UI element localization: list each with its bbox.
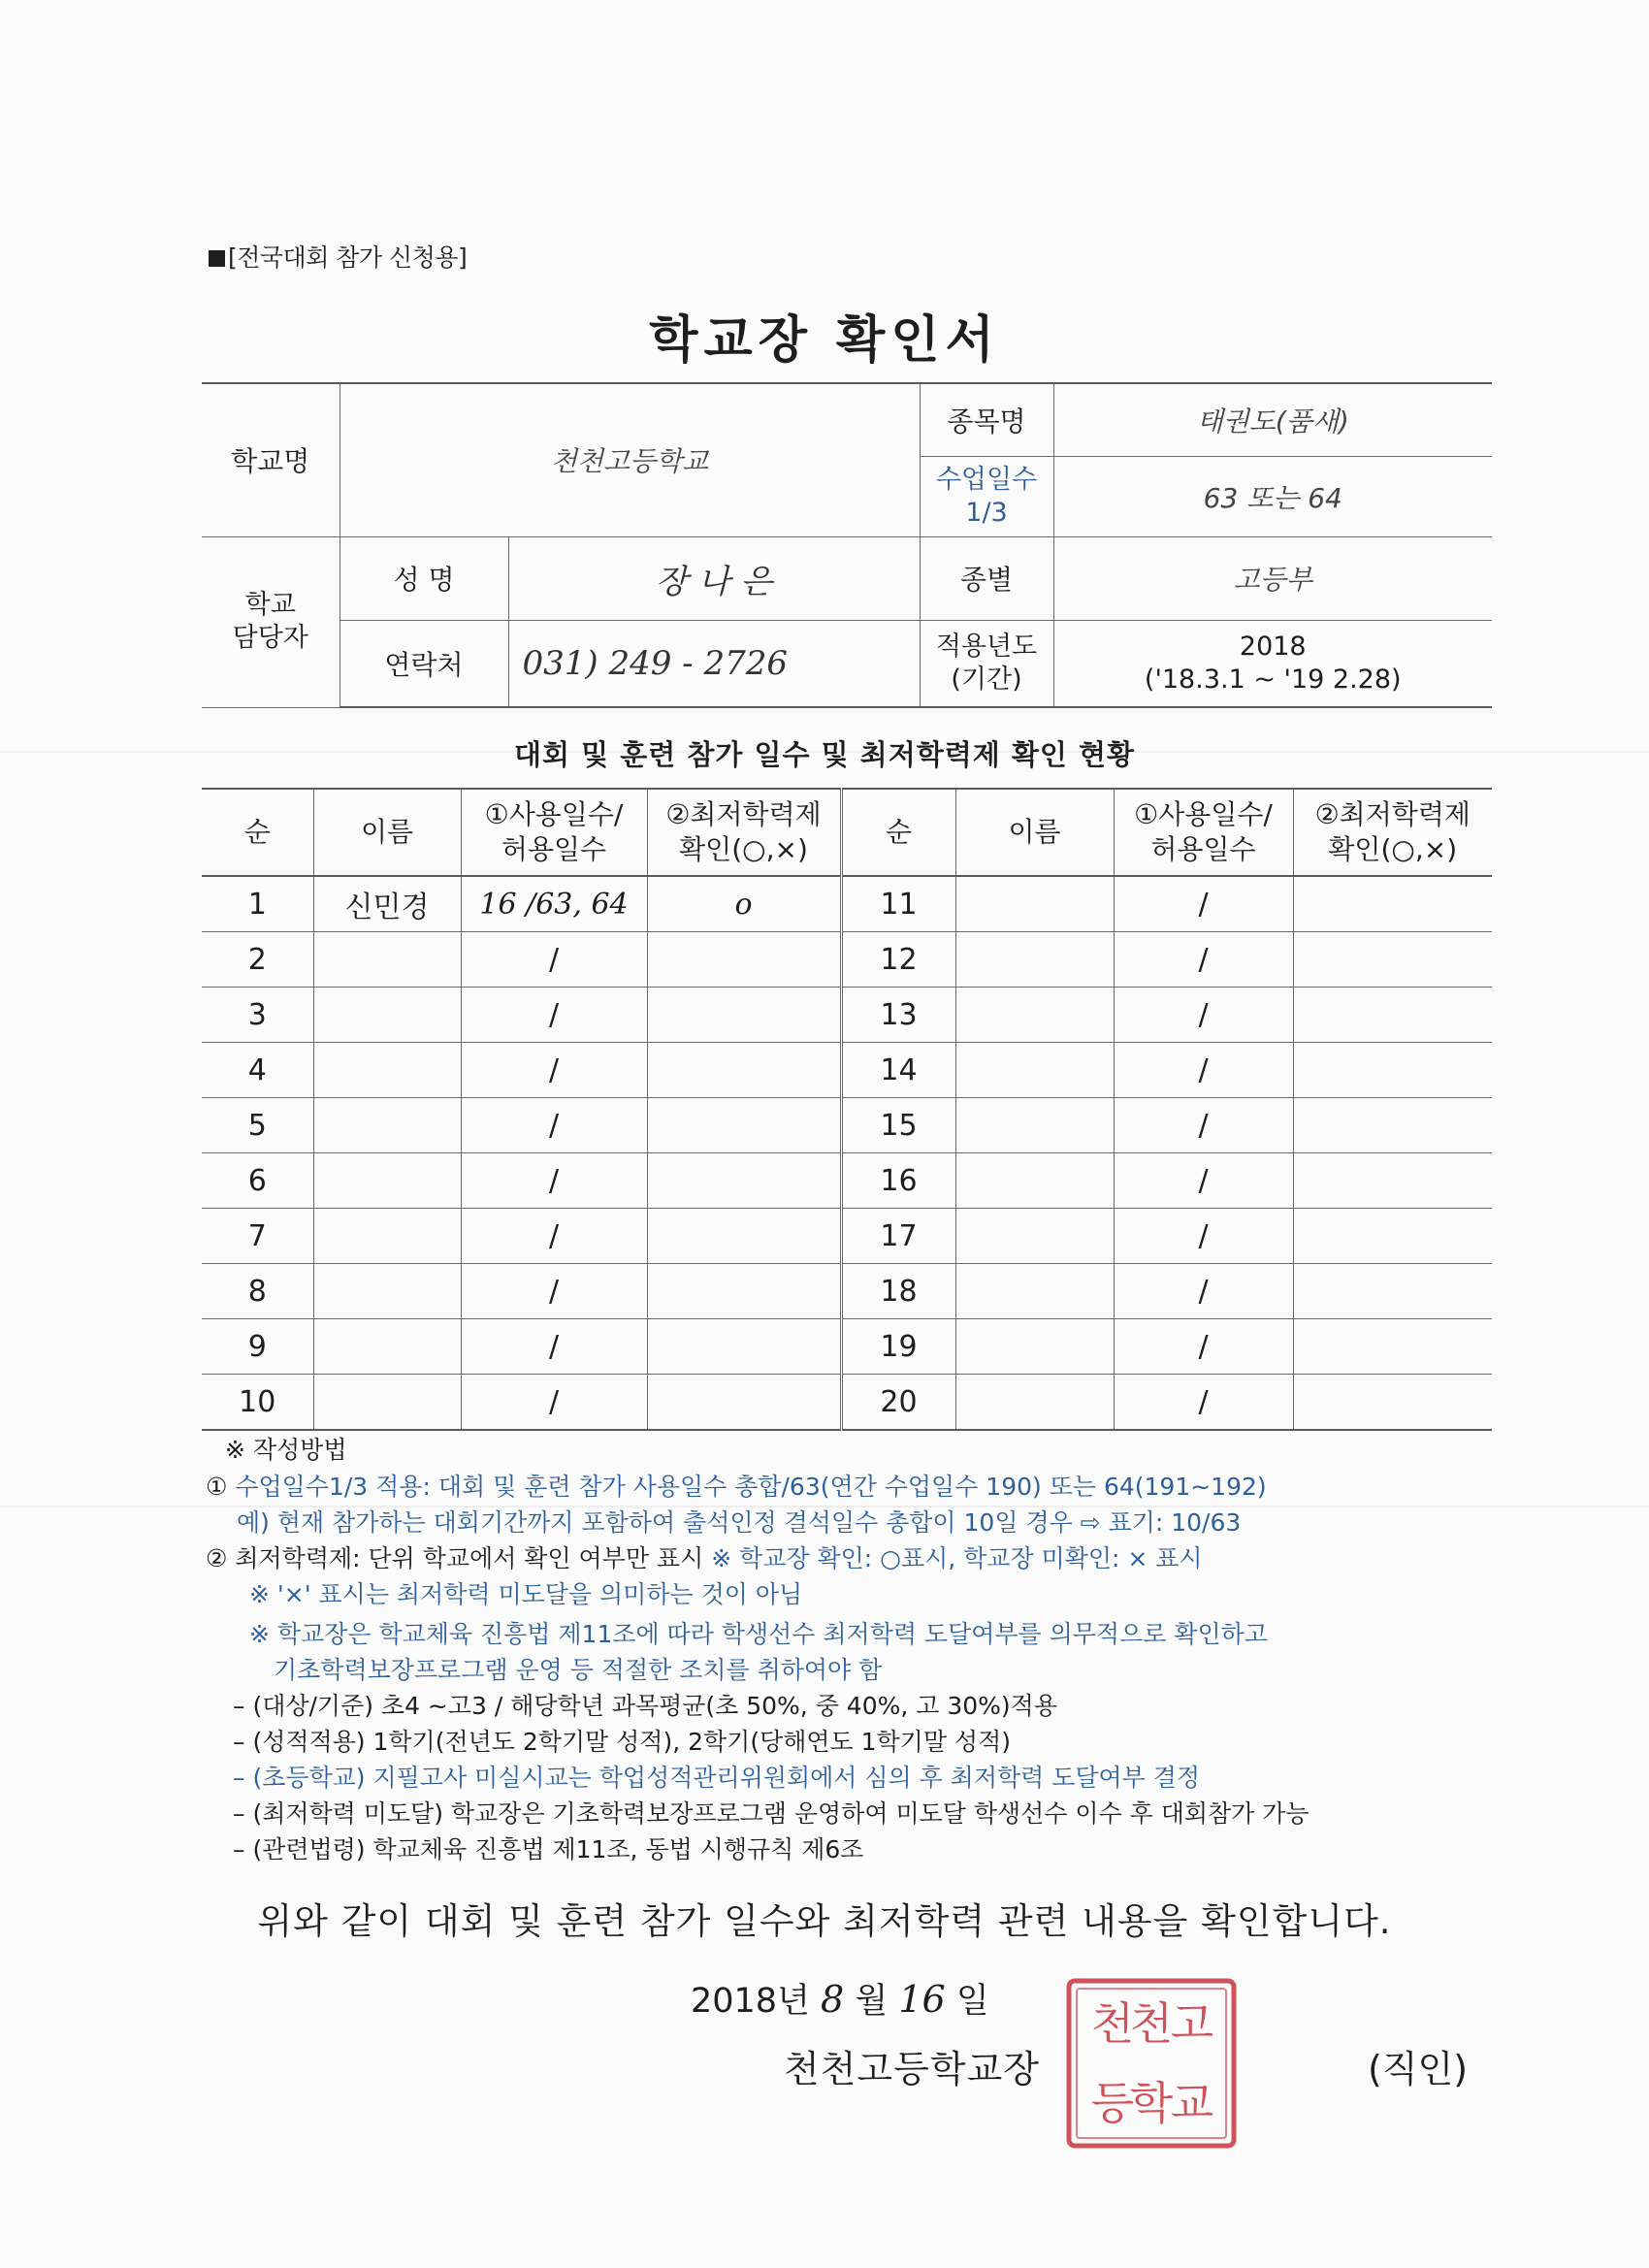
row-check <box>647 1264 841 1319</box>
seal-label: (직인) <box>1368 2048 1469 2090</box>
note-4a: ※ 학교장은 학교체육 진흥법 제11조에 따라 학생선수 최저학력 도달여부를 의무적으로 확인하고 <box>249 1620 1268 1648</box>
classdays-value: 63 또는 64 <box>1053 456 1492 536</box>
row-name <box>955 1043 1114 1098</box>
row-check <box>1293 1209 1492 1264</box>
year-value: 2018 ('18.3.1 ~ '19 2.28) <box>1053 620 1492 707</box>
manager-label: 학교 담당자 <box>202 536 340 707</box>
row-name <box>313 1098 461 1153</box>
row-check <box>1293 876 1492 932</box>
table-row <box>202 1209 1492 1264</box>
table-title: 대회 및 훈련 참가 일수 및 최저학력제 확인 현황 <box>513 738 1136 771</box>
row-no: 1 <box>202 876 313 932</box>
row-days: / <box>1114 1319 1293 1375</box>
official-seal-stamp <box>1061 1973 1242 2154</box>
row-days: / <box>1114 932 1293 988</box>
school-value: 천천고등학교 <box>340 383 920 536</box>
row-check <box>647 1043 841 1098</box>
row-check <box>647 1209 841 1264</box>
row-days: / <box>461 1209 647 1264</box>
col-days-header: ①사용일수/ 허용일수 <box>461 789 647 876</box>
row-name <box>313 1209 461 1264</box>
row-days: / <box>461 1375 647 1431</box>
svg-text:등: 등 <box>1090 2077 1135 2129</box>
row-no: 3 <box>202 988 313 1043</box>
note-2: ② 최저학력제: 단위 학교에서 확인 여부만 표시 ※ 학교장 확인: ○표시, 학교장 미확인: × 표시 <box>206 1544 1203 1572</box>
division-label: 종별 <box>920 536 1053 620</box>
table-row <box>202 1375 1492 1431</box>
note-1: ① 수업일수1/3 적용: 대회 및 훈련 참가 사용일수 총합/63(연간 수업일수 190) 또는 64(191~192) <box>206 1473 1267 1501</box>
svg-text:학: 학 <box>1129 2077 1174 2129</box>
row-name <box>955 988 1114 1043</box>
row-name <box>313 988 461 1043</box>
contact-value: 031) 249 - 2726 <box>508 620 920 707</box>
row-no: 10 <box>202 1375 313 1431</box>
row-no: 9 <box>202 1319 313 1375</box>
row-check <box>647 932 841 988</box>
row-name: 신민경 <box>313 876 461 932</box>
table-row <box>202 1319 1492 1375</box>
detail-4: – (최저학력 미도달) 학교장은 기초학력보장프로그램 운영하여 미도달 학생선수 이수 후 대회참가 가능 <box>233 1799 1310 1828</box>
row-days: / <box>461 1153 647 1209</box>
col-no-header: 순 <box>202 789 313 876</box>
detail-1: – (대상/기준) 초4 ~고3 / 해당학년 과목평균(초 50%, 중 40%, 고 30%)적용 <box>233 1692 1057 1720</box>
row-no: 12 <box>841 932 955 988</box>
participants-table <box>202 788 1492 1431</box>
detail-3: – (초등학교) 지필고사 미실시교는 학업성적관리위원회에서 심의 후 최저학력 도달여부 결정 <box>233 1764 1201 1792</box>
row-name <box>313 1153 461 1209</box>
row-no: 2 <box>202 932 313 988</box>
svg-text:천: 천 <box>1090 1997 1135 2050</box>
table-row <box>202 1153 1492 1209</box>
row-days: / <box>461 1264 647 1319</box>
row-days: / <box>1114 1264 1293 1319</box>
contact-label: 연락처 <box>340 620 508 707</box>
row-no: 19 <box>841 1319 955 1375</box>
note-1-example: 예) 현재 참가하는 대회기간까지 포함하여 출석인정 결석일수 총합이 10일 경우 ⇨ 표기: 10/63 <box>237 1508 1242 1537</box>
row-no: 4 <box>202 1043 313 1098</box>
row-days: / <box>461 932 647 988</box>
col-check-header: ②최저학력제 확인(○,×) <box>1293 789 1492 876</box>
row-check <box>1293 1153 1492 1209</box>
row-days: / <box>1114 1098 1293 1153</box>
row-name <box>955 1209 1114 1264</box>
col-name-header: 이름 <box>955 789 1114 876</box>
table-header-row <box>202 789 1492 876</box>
row-check <box>647 1098 841 1153</box>
note-3: ※ '×' 표시는 최저학력 미도달을 의미하는 것이 아님 <box>249 1580 803 1608</box>
row-check <box>647 1153 841 1209</box>
row-days: / <box>461 1319 647 1375</box>
row-days: / <box>1114 1375 1293 1431</box>
svg-text:고: 고 <box>1170 1997 1214 2050</box>
row-check <box>647 1375 841 1431</box>
table-row <box>202 1264 1492 1319</box>
row-days: 16 /63, 64 <box>461 876 647 932</box>
row-check <box>647 1319 841 1375</box>
detail-5: – (관련법령) 학교체육 진흥법 제11조, 동법 시행규칙 제6조 <box>233 1835 864 1863</box>
row-name <box>955 932 1114 988</box>
row-no: 20 <box>841 1375 955 1431</box>
row-no: 5 <box>202 1098 313 1153</box>
table-row <box>202 1043 1492 1098</box>
row-check: o <box>647 876 841 932</box>
row-days: / <box>461 1043 647 1098</box>
year-label: 적용년도 (기간) <box>920 620 1053 707</box>
row-check <box>1293 1375 1492 1431</box>
row-no: 16 <box>841 1153 955 1209</box>
row-check <box>1293 1319 1492 1375</box>
col-check-header: ②최저학력제 확인(○,×) <box>647 789 841 876</box>
svg-text:교: 교 <box>1170 2077 1214 2129</box>
row-days: / <box>1114 1043 1293 1098</box>
row-days: / <box>461 988 647 1043</box>
row-check <box>1293 1264 1492 1319</box>
col-days-header: ①사용일수/ 허용일수 <box>1114 789 1293 876</box>
row-days: / <box>1114 988 1293 1043</box>
black-square-icon <box>209 250 225 267</box>
row-name <box>313 1264 461 1319</box>
notes-heading: ※ 작성방법 <box>225 1436 347 1464</box>
note-4b: 기초학력보장프로그램 운영 등 적절한 조치를 취하여야 함 <box>274 1656 883 1684</box>
confirm-statement: 위와 같이 대회 및 훈련 참가 일수와 최저학력 관련 내용을 확인합니다. <box>257 1900 1392 1942</box>
row-no: 11 <box>841 876 955 932</box>
row-no: 15 <box>841 1098 955 1153</box>
issue-date: 2018년 8 월 16 일 <box>691 1978 989 2021</box>
row-check <box>1293 932 1492 988</box>
row-name <box>313 1319 461 1375</box>
table-row <box>202 876 1492 932</box>
row-name <box>313 1375 461 1431</box>
row-no: 8 <box>202 1264 313 1319</box>
row-no: 6 <box>202 1153 313 1209</box>
header-table <box>202 382 1492 708</box>
table-row <box>202 932 1492 988</box>
row-check <box>1293 1043 1492 1098</box>
col-name-header: 이름 <box>313 789 461 876</box>
detail-2: – (성적적용) 1학기(전년도 2학기말 성적), 2학기(당해연도 1학기말 성적) <box>233 1728 1011 1756</box>
row-name <box>955 1153 1114 1209</box>
row-name <box>313 932 461 988</box>
event-label: 종목명 <box>920 383 1053 456</box>
event-value: 태권도(품새) <box>1053 383 1492 456</box>
classdays-label: 수업일수 1/3 <box>920 456 1053 536</box>
row-days: / <box>1114 1209 1293 1264</box>
row-name <box>955 876 1114 932</box>
row-days: / <box>1114 876 1293 932</box>
document-title: 학교장 확인서 <box>649 311 1000 370</box>
row-name <box>313 1043 461 1098</box>
row-no: 7 <box>202 1209 313 1264</box>
table-row <box>202 1098 1492 1153</box>
row-check <box>647 988 841 1043</box>
row-name <box>955 1319 1114 1375</box>
row-no: 13 <box>841 988 955 1043</box>
row-no: 17 <box>841 1209 955 1264</box>
svg-text:천: 천 <box>1129 1997 1174 2050</box>
table-row <box>202 988 1492 1043</box>
principal-name: 천천고등학교장 <box>784 2048 1040 2090</box>
school-label: 학교명 <box>202 383 340 536</box>
row-name <box>955 1098 1114 1153</box>
row-no: 14 <box>841 1043 955 1098</box>
row-check <box>1293 1098 1492 1153</box>
row-days: / <box>461 1098 647 1153</box>
row-check <box>1293 988 1492 1043</box>
row-days: / <box>1114 1153 1293 1209</box>
row-name <box>955 1375 1114 1431</box>
row-name <box>955 1264 1114 1319</box>
row-no: 18 <box>841 1264 955 1319</box>
name-label: 성 명 <box>340 536 508 620</box>
name-value: 장 나 은 <box>508 536 920 620</box>
division-value: 고등부 <box>1053 536 1492 620</box>
form-type-label: [전국대회 참가 신청용] <box>209 239 467 274</box>
col-no-header: 순 <box>841 789 955 876</box>
